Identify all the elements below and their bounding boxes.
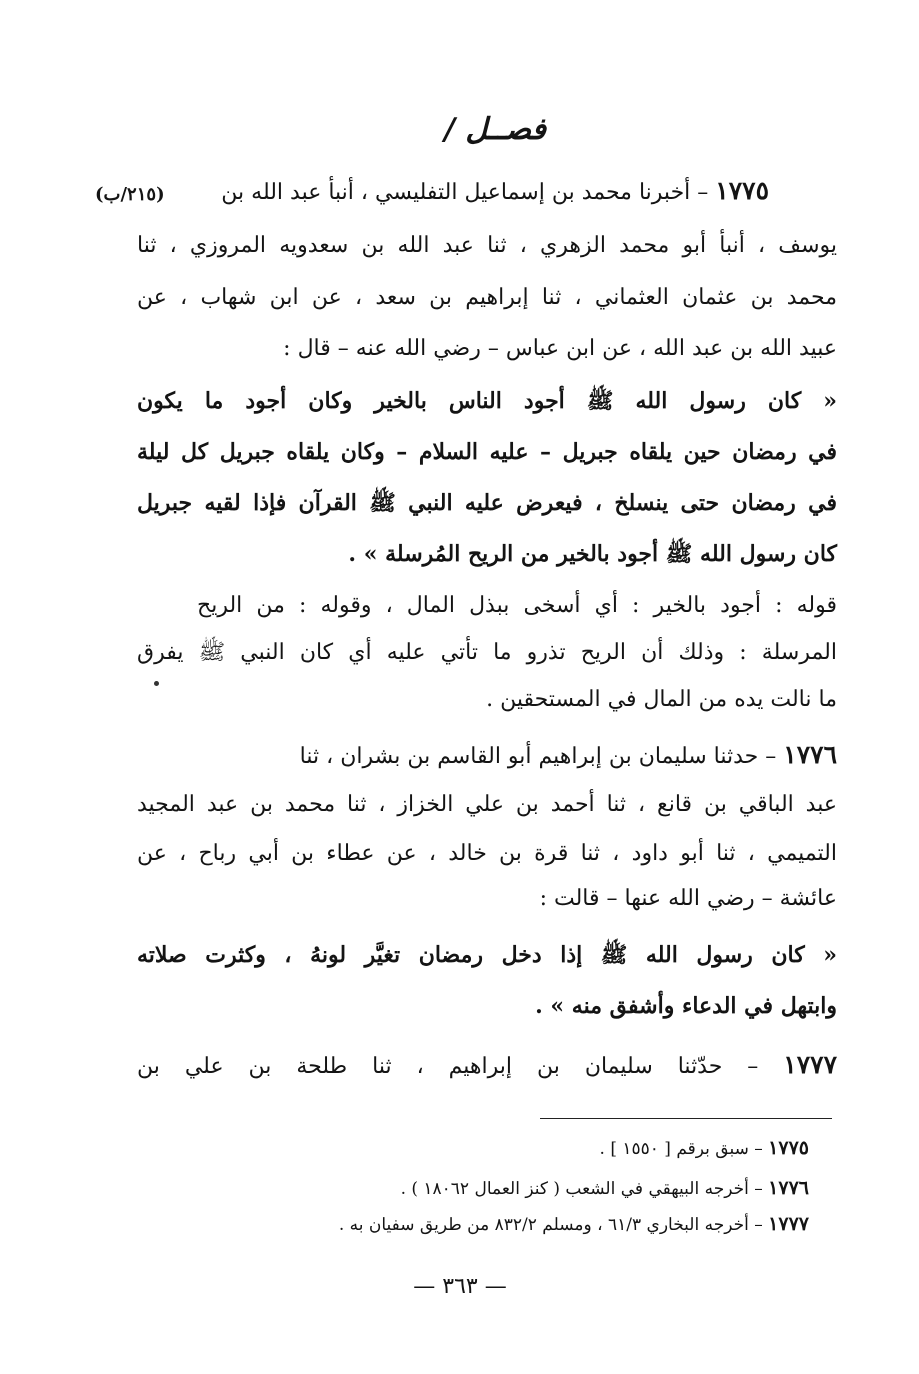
- footnote-text: – أخرجه البيهقي في الشعب ( كنز العمال ١٨٠٦٢ ) .: [400, 1179, 763, 1199]
- entry-1777-line-1: [137, 1050, 837, 1082]
- entry-1776-line-4: عائشة – رضي الله عنها – قالت :: [539, 886, 837, 911]
- footnote-1775: [600, 1136, 809, 1161]
- page-number: — ٣٦٣ —: [413, 1274, 507, 1299]
- hadith-1776-line-2: وابتهل في الدعاء وأشفق منه » .: [535, 993, 837, 1019]
- footnote-1776: [401, 1176, 809, 1201]
- commentary-line-2: المرسلة : وذلك أن الريح تذرو ما تأتي عليه أي كان النبي ﷺ يفرق: [137, 640, 837, 665]
- footnote-text: – سبق برقم [ ١٥٥٠ ] .: [599, 1139, 763, 1159]
- footnote-text: – أخرجه البخاري ٦١/٣ ، ومسلم ٨٣٢/٢ من طريق سفيان به .: [338, 1215, 763, 1235]
- entry-1776-line-2: عبد الباقي بن قانع ، ثنا أحمد بن علي الخزاز ، ثنا محمد بن عبد المجيد: [137, 792, 837, 817]
- hadith-1775-line-2: في رمضان حين يلقاه جبريل – عليه السلام – وكان يلقاه جبريل كل ليلة: [137, 439, 837, 465]
- footnote-number: ١٧٧٥: [768, 1137, 809, 1159]
- entry-number: ١٧٧٦: [783, 740, 837, 769]
- section-heading: فصــل /: [443, 112, 547, 147]
- entry-1775-line-3: محمد بن عثمان العثماني ، ثنا إبراهيم بن سعد ، عن ابن شهاب ، عن: [137, 285, 837, 310]
- entry-number: ١٧٧٧: [783, 1050, 837, 1079]
- entry-1776-line-3: التميمي ، ثنا أبو داود ، ثنا قرة بن خالد ، عن عطاء بن أبي رباح ، عن: [137, 841, 837, 866]
- entry-text: – حدثنا سليمان بن إبراهيم أبو القاسم بن بشران ، ثنا: [299, 744, 777, 769]
- footnote-separator: [540, 1118, 832, 1119]
- entry-number: ١٧٧٥: [715, 176, 769, 205]
- footnote-number: ١٧٧٦: [768, 1177, 809, 1199]
- entry-1775-line-4: عبيد الله بن عبد الله ، عن ابن عباس – رضي الله عنه – قال :: [283, 336, 837, 361]
- hadith-1775-line-3: في رمضان حتى ينسلخ ، فيعرض عليه النبي ﷺ القرآن فإذا لقيه جبريل: [137, 490, 837, 516]
- hadith-1776-line-1: « كان رسول الله ﷺ إذا دخل رمضان تغيَّر لونهُ ، وكثرت صلاته: [137, 942, 837, 968]
- commentary-line-3: ما نالت يده من المال في المستحقين .: [486, 687, 837, 712]
- entry-1776-line-1: [137, 740, 837, 772]
- entry-1775-line-2: يوسف ، أنبأ أبو محمد الزهري ، ثنا عبد الله بن سعدويه المروزي ، ثنا: [137, 233, 837, 258]
- footnote-1777: [339, 1212, 809, 1237]
- commentary-line-1: قوله : أجود بالخير : أي أسخى ببذل المال ، وقوله : من الريح: [197, 593, 837, 618]
- entry-text: – أخبرنا محمد بن إسماعيل التفليسي ، أنبأ عبد الله بن: [221, 180, 709, 205]
- hadith-1775-line-1: « كان رسول الله ﷺ أجود الناس بالخير وكان أجود ما يكون: [137, 388, 837, 414]
- footnote-number: ١٧٧٧: [768, 1213, 809, 1235]
- manuscript-folio-note: (٢١٥/ب): [95, 184, 165, 205]
- entry-1775-line-1: [139, 176, 769, 208]
- hadith-1775-line-4: كان رسول الله ﷺ أجود بالخير من الريح المُرسلة » .: [348, 541, 837, 567]
- entry-text: – حدّثنا سليمان بن إبراهيم ، ثنا طلحة بن علي بن: [137, 1054, 759, 1079]
